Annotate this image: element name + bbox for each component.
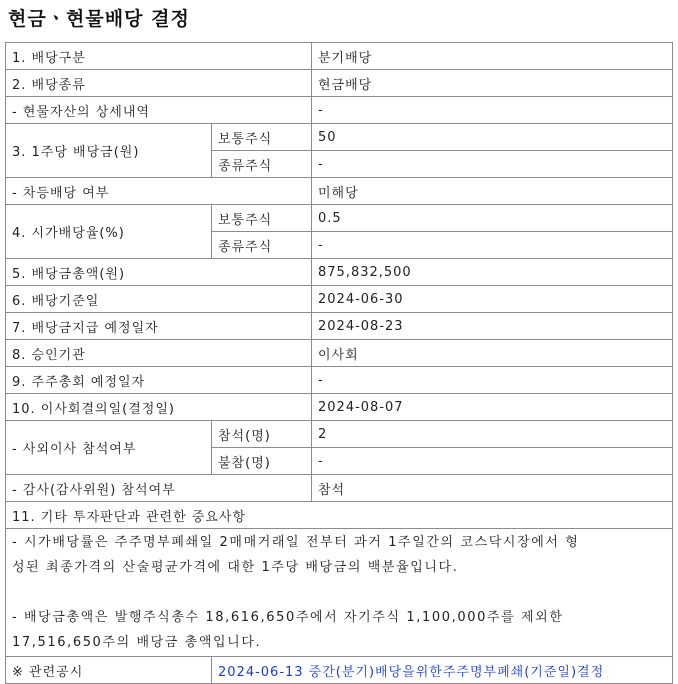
row-sublabel: 참석(명) <box>212 421 312 448</box>
row-sublabel: 보통주식 <box>212 124 312 151</box>
row-value: 50 <box>312 124 673 151</box>
row-value: 0.5 <box>312 205 673 232</box>
table-row <box>6 421 673 448</box>
row-value: 2024-08-07 <box>312 394 673 421</box>
row-label: 3. 1주당 배당금(원) <box>6 124 212 178</box>
row-value: - <box>312 151 673 178</box>
table-row <box>6 394 673 421</box>
row-value: - <box>312 448 673 475</box>
row-label: - 현물자산의 상세내역 <box>6 97 312 124</box>
table-row <box>6 43 673 70</box>
row-value: - <box>312 367 673 394</box>
table-row <box>6 286 673 313</box>
row-label: 10. 이사회결의일(결정일) <box>6 394 312 421</box>
row-value: - <box>312 232 673 259</box>
related-cell <box>212 657 673 684</box>
row-value: 2024-08-23 <box>312 313 673 340</box>
row-label: 8. 승인기관 <box>6 340 312 367</box>
page-title: 현금ㆍ현물배당 결정 <box>8 8 190 30</box>
row-value: 2024-06-30 <box>312 286 673 313</box>
table-row <box>6 475 673 502</box>
row-value: 875,832,500 <box>312 259 673 286</box>
related-disclosure-link[interactable]: 2024-06-13 중간(분기)배당을위한주주명부폐쇄(기준일)결정 <box>218 664 605 680</box>
notes-cell <box>6 529 673 657</box>
table-row <box>6 313 673 340</box>
note-text: 17,516,650주의 배당금 총액입니다. <box>12 635 262 650</box>
table-row <box>6 367 673 394</box>
section-heading: 11. 기타 투자판단과 관련한 중요사항 <box>6 502 673 529</box>
table-row <box>6 205 673 232</box>
row-value: 미해당 <box>312 178 673 205</box>
note-text: - 시가배당률은 주주명부폐쇄일 2매매거래일 전부터 과거 1주일간의 코스닥시장에서 형 <box>12 535 580 550</box>
row-value: 참석 <box>312 475 673 502</box>
note-text: - 배당금총액은 발행주식총수 18,616,650주에서 자기주식 1,100,000주를 제외한 <box>12 610 564 625</box>
row-value: 분기배당 <box>312 43 673 70</box>
note-text: 성된 최종가격의 산술평균가격에 대한 1주당 배당금의 백분율입니다. <box>12 560 459 575</box>
row-label: - 감사(감사위원) 참석여부 <box>6 475 312 502</box>
row-value: 2 <box>312 421 673 448</box>
row-value: - <box>312 97 673 124</box>
row-label: 9. 주주총회 예정일자 <box>6 367 312 394</box>
related-label: ※ 관련공시 <box>6 657 212 684</box>
row-label: 4. 시가배당율(%) <box>6 205 212 259</box>
row-label: 1. 배당구분 <box>6 43 312 70</box>
table-row <box>6 340 673 367</box>
row-sublabel: 종류주식 <box>212 151 312 178</box>
note-spacer <box>12 580 666 605</box>
table-row <box>6 97 673 124</box>
row-label: - 차등배당 여부 <box>6 178 312 205</box>
table-row <box>6 178 673 205</box>
row-sublabel: 보통주식 <box>212 205 312 232</box>
table-row <box>6 124 673 151</box>
table-row <box>6 529 673 657</box>
table-row <box>6 502 673 529</box>
table-row <box>6 657 673 684</box>
row-sublabel: 종류주식 <box>212 232 312 259</box>
row-sublabel: 불참(명) <box>212 448 312 475</box>
disclosure-table <box>5 42 673 684</box>
row-label: 2. 배당종류 <box>6 70 312 97</box>
table-row <box>6 259 673 286</box>
row-label: 7. 배당금지급 예정일자 <box>6 313 312 340</box>
row-value: 현금배당 <box>312 70 673 97</box>
row-label: 5. 배당금총액(원) <box>6 259 312 286</box>
row-label: 6. 배당기준일 <box>6 286 312 313</box>
table-row <box>6 70 673 97</box>
row-value: 이사회 <box>312 340 673 367</box>
row-label: - 사외이사 참석여부 <box>6 421 212 475</box>
